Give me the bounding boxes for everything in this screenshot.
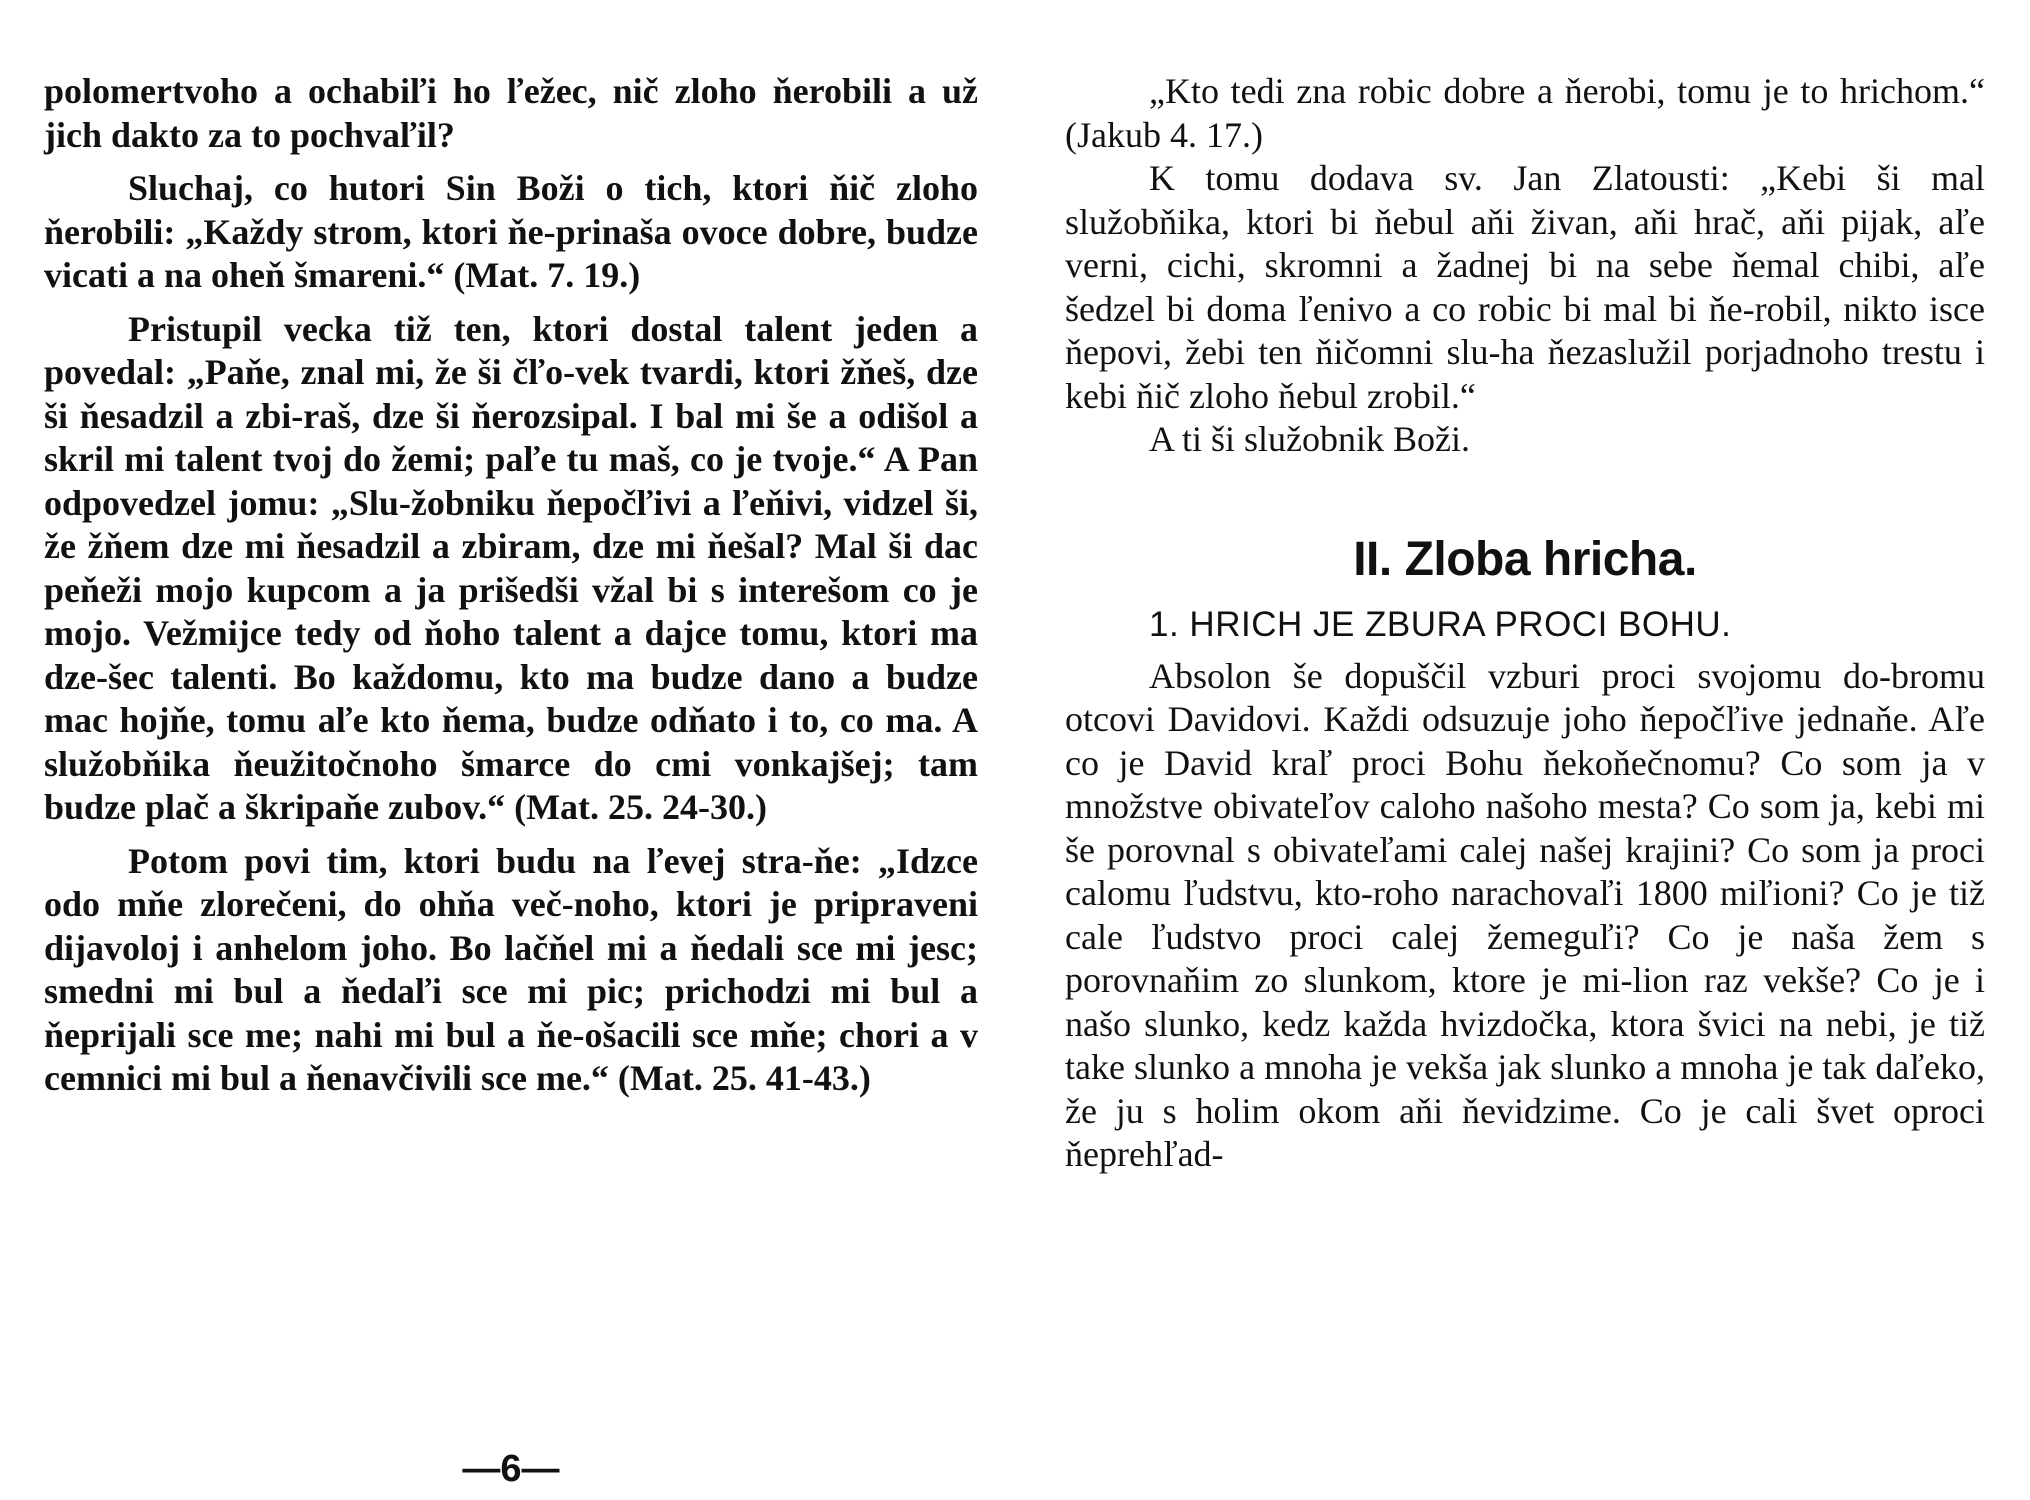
right-paragraph-2: K tomu dodava sv. Jan Zlatousti: „Kebi ši mal služobňika, ktori bi ňebul aňi živan, aňi hrač, aňi pijak, aľe verni, cichi, skromni a žadnej bi na sebe ňemal chibi, aľe šedzel bi doma ľenivo a co robic bi mal bi ňe-robil, nikto isce ňepovi, žebi ten ňičomni slu-ha ňezaslužil porjadnoho trestu i kebi ňič zloho ňebul zrobil.“ — [1065, 158, 1985, 416]
left-paragraph-1: polomertvoho a ochabiľi ho ľežec, nič zloho ňerobili a už jich dakto za to pochvaľil? — [44, 71, 978, 155]
page-number: —6— — [462, 1448, 560, 1490]
left-paragraph-3: Pristupil vecka tiž ten, ktori dostal talent jeden a povedal: „Paňe, znal mi, že ši čľo-vek tvardi, ktori žňeš, dze ši ňesadzil a zbi-raš, dze ši ňerozsipal. I bal mi še a odišol a skril mi talent tvoj do žemi; paľe tu maš, co je tvoje.“ A Pan odpovedzel jomu: „Slu-žobniku ňepočľivi a ľeňivi, vidzel ši, že žňem dze mi ňesadzil a zbiram, dze mi ňešal? Mal ši dac peňeži mojo kupcom a ja prišedši vžal bi s interešom co je mojo. Vežmijce tedy od ňoho talent a dajce tomu, ktori ma dze-šec talenti. Bo každomu, kto ma budze dano a budze mac hojňe, tomu aľe kto ňema, budze odňato i to, co ma. A služobňika ňeužitočnoho šmarce do cmi vonkajšej; tam budze plač a škripaňe zubov.“ (Mat. 25. 24-30.) — [44, 308, 978, 827]
right-paragraph-4: Absolon še dopuščil vzburi proci svojomu do-bromu otcovi Davidovi. Každi odsuzuje joho ňepočľive jednaňe. Aľe co je David kraľ proci Bohu ňekoňečnomu? Co som ja v množstve obivateľov caloho našoho mesta? Co som ja, kebi mi še porovnal s obivateľami calej našej krajini? Co som ja proci calomu ľudstvu, kto-roho narachovaľi 1800 miľioni? Co je tiž cale ľudstvo proci calej žemeguľi? Co je naša žem s porovnaňim zo slunkom, ktore je mi-lion raz vekše? Co je i našo slunko, kedz každa hvizdočka, ktora švici na nebi, je tiž take slunko a mnoha je vekša jak slunko a mnoha je tak daľeko, že ju s holim okom aňi ňevidzime. Co je cali švet oproci ňeprehľad- — [1065, 655, 1985, 1174]
right-page — [1065, 70, 1985, 1500]
left-paragraph-4: Potom povi tim, ktori budu na ľevej stra-ňe: „Idzce odo mňe zlorečeni, do ohňa več-noho, ktori je pripraveni dijavoloj i anhelom joho. Bo lačňel mi a ňedali sce mi jesc; smedni mi bul a ňedaľi sce mi pic; prichodzi mi bul a ňeprijali sce me; nahi mi bul a ňe-ošacili sce mňe; chori a v cemnici mi bul a ňenavčivili sce me.“ (Mat. 25. 41-43.) — [44, 840, 978, 1098]
left-page — [44, 70, 978, 1500]
right-paragraph-1: „Kto tedi zna robic dobre a ňerobi, tomu je to hrichom.“ (Jakub 4. 17.) — [1065, 71, 1985, 155]
left-paragraph-2: Sluchaj, co hutori Sin Boži o tich, ktori ňič zloho ňerobili: „Každy strom, ktori ňe-prinaša ovoce dobre, budze vicati a na oheň šmareni.“ (Mat. 7. 19.) — [44, 168, 978, 295]
section-subheading: 1. HRICH JE ZBURA PROCI BOHU. — [1149, 604, 1732, 644]
right-paragraph-3: A ti ši služobnik Boži. — [1149, 419, 1471, 459]
section-heading: II. Zloba hricha. — [1353, 532, 1697, 586]
